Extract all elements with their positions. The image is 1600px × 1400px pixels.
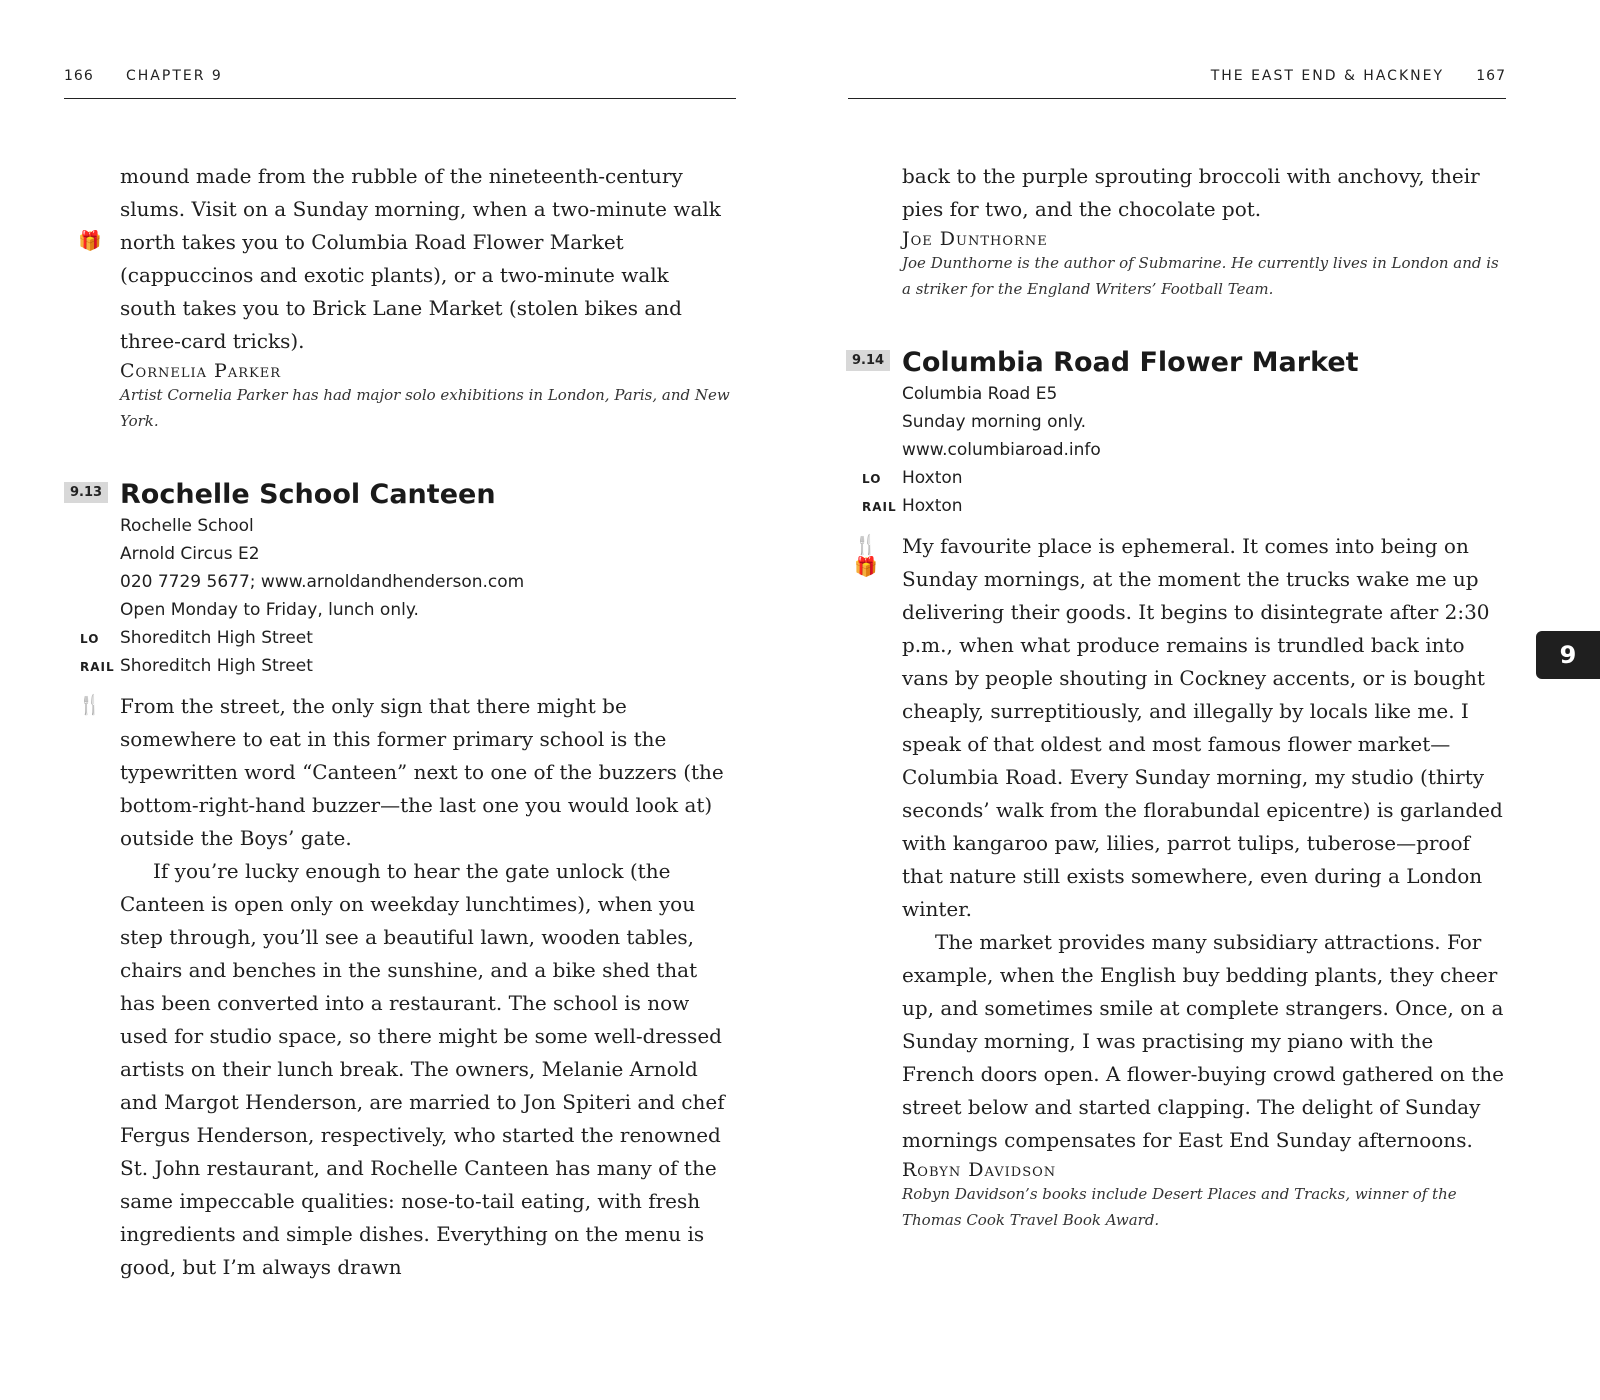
right-intro-bio: Joe Dunthorne is the author of Submarine. He currently lives in London and is a striker for the England Writers’ Football Team. — [902, 254, 1499, 298]
right-intro-paragraph: back to the purple sprouting broccoli with anchovy, their pies for two, and the chocolate pot. — [902, 164, 1480, 221]
left-intro-paragraph: mound made from the rubble of the nineteenth-century slums. Visit on a Sunday morning, when a two-minute walk north takes you to Columbia Road Flower Market (cappuccinos and exotic plants), or a two-minute walk south takes you to Brick Lane Market (stolen bikes and three-card tricks). — [120, 164, 721, 353]
entry-body — [78, 690, 730, 1284]
entry-9-14 — [852, 346, 1510, 1233]
left-page-number: 166 — [64, 68, 94, 84]
fork-knife-icon: 🍴 — [78, 694, 102, 716]
entry-title: Columbia Road Flower Market — [902, 347, 1359, 378]
rail-value: Hoxton — [902, 496, 963, 516]
entry-lo-line — [862, 464, 1510, 492]
left-column — [70, 160, 730, 1284]
entry-paragraph-2: The market provides many subsidiary attractions. For example, when the English buy bedding plants, they cheer up, and sometimes smile at complete strangers. Once, on a Sunday morning, I was practising my piano with the French doors open. A flower-buying crowd gathered on the street below and started clapping. The delight of Sunday mornings compensates for East End Sunday afternoons. — [902, 930, 1504, 1152]
chapter-tab: 9 — [1536, 631, 1600, 679]
right-intro-author: Joe Dunthorne — [902, 228, 1048, 250]
entry-lo-line — [80, 624, 730, 652]
entry-9-13 — [70, 478, 730, 1284]
lo-value: Hoxton — [902, 468, 963, 488]
section-label: THE EAST END & HACKNEY — [1210, 68, 1444, 84]
entry-address-line: Rochelle School — [120, 516, 254, 536]
entry-hours-line: Open Monday to Friday, lunch only. — [120, 600, 419, 620]
chapter-label: CHAPTER 9 — [126, 68, 223, 84]
entry-paragraph-1: From the street, the only sign that there might be somewhere to eat in this former primary school is the typewritten word “Canteen” next to one of the buzzers (the bottom-right-hand buzzer—the last one you would look at) outside the Boys’ gate. — [120, 694, 724, 850]
gift-icon: 🎁 — [78, 230, 102, 252]
right-page — [800, 0, 1600, 1400]
left-intro — [78, 160, 730, 434]
entry-author: Robyn Davidson — [902, 1159, 1057, 1181]
lo-label: LO — [80, 632, 100, 646]
entry-rail-line — [862, 492, 1510, 520]
left-running-head — [64, 68, 223, 88]
entry-contact-line: 020 7729 5677; www.arnoldandhenderson.com — [120, 572, 525, 592]
entry-number-badge: 9.13 — [64, 482, 108, 503]
lo-label: LO — [862, 472, 882, 486]
right-column — [852, 160, 1510, 1233]
right-running-head — [1211, 68, 1506, 88]
rail-value: Shoreditch High Street — [120, 656, 313, 676]
right-header-rule — [848, 98, 1506, 99]
entry-bio: Robyn Davidson’s books include Desert Places and Tracks, winner of the Thomas Cook Travel Book Award. — [902, 1185, 1457, 1229]
entry-rail-line — [80, 652, 730, 680]
left-intro-bio: Artist Cornelia Parker has had major solo exhibitions in London, Paris, and New York. — [120, 386, 730, 430]
rail-label: RAIL — [862, 500, 897, 514]
left-intro-author: Cornelia Parker — [120, 360, 281, 382]
entry-address-line: Columbia Road E5 — [902, 384, 1058, 404]
right-intro — [902, 160, 1510, 302]
entry-number-badge: 9.14 — [846, 350, 890, 371]
entry-paragraph-1: My favourite place is ephemeral. It comes into being on Sunday mornings, at the moment the trucks wake me up delivering their goods. It begins to disintegrate after 2:30 p.m., when what produce remains is trundled back into vans by people shouting in Cockney accents, or is bought cheaply, surreptitiously, and illegally by locals like me. I speak of that oldest and most famous flower market—Columbia Road. Every Sunday morning, my studio (thirty seconds’ walk from the florabundal epicentre) is garlanded with kangaroo paw, lilies, parrot tulips, tuberose—proof that nature still exists somewhere, even during a London winter. — [902, 534, 1503, 921]
entry-website-line: www.columbiaroad.info — [902, 440, 1101, 460]
entry-hours-line: Sunday morning only. — [902, 412, 1087, 432]
entry-body — [854, 530, 1510, 1233]
right-page-number: 167 — [1476, 68, 1506, 84]
fork-knife-icon: 🍴🎁 — [854, 534, 878, 578]
rail-label: RAIL — [80, 660, 115, 674]
entry-address-line: Arnold Circus E2 — [120, 544, 260, 564]
left-header-rule — [64, 98, 736, 99]
entry-paragraph-2: If you’re lucky enough to hear the gate unlock (the Canteen is open only on weekday lunchtimes), when you step through, you’ll see a beautiful lawn, wooden tables, chairs and benches in the sunshine, and a bike shed that has been converted into a restaurant. The school is now used for studio space, so there might be some well-dressed artists on their lunch break. The owners, Melanie Arnold and Margot Henderson, are married to Jon Spiteri and chef Fergus Henderson, respectively, who started the renowned St. John restaurant, and Rochelle Canteen has many of the same impeccable qualities: nose-to-tail eating, with fresh ingredients and simple dishes. Everything on the menu is good, but I’m always drawn — [120, 859, 725, 1279]
entry-title: Rochelle School Canteen — [120, 479, 496, 510]
gift-icon: 🎁 — [854, 556, 878, 578]
lo-value: Shoreditch High Street — [120, 628, 313, 648]
